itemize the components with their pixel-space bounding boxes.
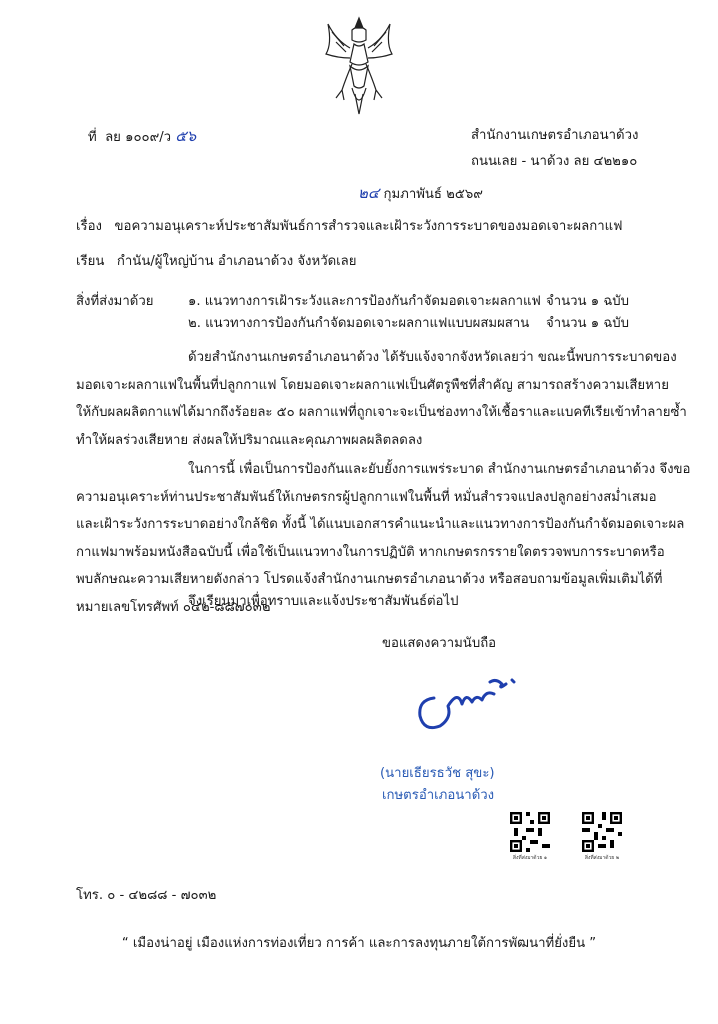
paragraph-line: มอดเจาะผลกาแฟในพื้นที่ปลูกกาแฟ โดยมอดเจาะผลกาแฟเป็นศัตรูพืชที่สำคัญ สามารถสร้างความเสียหาย — [76, 377, 669, 393]
paragraph-line: หมายเลขโทรศัพท์ ๐๔๒-๘๘๗๐๓๒ — [76, 599, 271, 615]
enclosure-item-1: ๑. แนวทางการเฝ้าระวังและการป้องกันกำจัดมอดเจาะผลกาแฟ — [188, 294, 541, 309]
closing-line: จึงเรียนมาเพื่อทราบและแจ้งประชาสัมพันธ์ต่อไป — [188, 594, 459, 609]
body-paragraph-1 — [76, 344, 687, 454]
ref-handwritten: ๕๖ — [175, 127, 197, 145]
office-address: ถนนเลย - นาด้วง ลย ๔๒๒๑๐ — [471, 154, 638, 169]
signature-image — [412, 670, 522, 740]
ref-label: ที่ — [88, 130, 97, 145]
office-name: สำนักงานเกษตรอำเภอนาด้วง — [471, 128, 639, 143]
date-month-year: กุมภาพันธ์ ๒๕๖๙ — [383, 187, 483, 202]
recipient-text: กำนัน/ผู้ใหญ่บ้าน อำเภอนาด้วง จังหวัดเลย — [116, 254, 357, 269]
enclosure-qty-1: จำนวน ๑ ฉบับ — [546, 294, 630, 309]
qr-caption-1: สิ่งที่ส่งมาด้วย ๑ — [512, 855, 548, 861]
paragraph-line: ในการนี้ เพื่อเป็นการป้องกันและยับยั้งการแพร่ระบาด สำนักงานเกษตรอำเภอนาด้วง จึงขอ — [188, 462, 691, 477]
paragraph-line: พบลักษณะความเสียหายดังกล่าว โปรดแจ้งสำนักงานเกษตรอำเภอนาด้วง หรือสอบถามข้อมูลเพิ่มเติมได้ที่ — [76, 572, 663, 587]
enclosures-label: สิ่งที่ส่งมาด้วย — [76, 294, 154, 309]
paragraph-line: ให้กับผลผลิตกาแฟได้มากถึงร้อยละ ๕๐ ผลกาแฟที่ถูกเจาะจะเป็นช่องทางให้เชื้อราและแบคทีเรียเข้าทำลายซ้ำ — [76, 405, 687, 420]
recipient-label: เรียน — [76, 254, 105, 269]
paragraph-line: ทำให้ผลร่วงเสียหาย ส่งผลให้ปริมาณและคุณภาพผลผลิตลดลง — [76, 432, 423, 448]
paragraph-line: ด้วยสำนักงานเกษตรอำเภอนาด้วง ได้รับแจ้งจากจังหวัดเลยว่า ขณะนี้พบการระบาดของ — [188, 350, 677, 365]
qr-caption-2: สิ่งที่ส่งมาด้วย ๒ — [584, 855, 620, 861]
qr-code-1[interactable] — [510, 812, 550, 852]
paragraph-line: กาแฟมาพร้อมหนังสือฉบับนี้ เพื่อใช้เป็นแนวทางในการปฏิบัติ หากเกษตรกรรายใดตรวจพบการระบาดหรือ — [76, 544, 665, 560]
paragraph-line: และเฝ้าระวังการระบาดอย่างใกล้ชิด ทั้งนี้ ได้แนบเอกสารคำแนะนำและแนวทางการป้องกันกำจัดมอดเจาะผล — [76, 517, 685, 532]
subject-label: เรื่อง — [76, 219, 102, 234]
ref-number: ลย ๑๐๐๙/ว — [105, 130, 172, 145]
date-day-handwritten: ๒๔ — [358, 184, 380, 202]
slogan: “ เมืองน่าอยู่ เมืองแห่งการท่องเที่ยว การค้า และการลงทุนภายใต้การพัฒนาที่ยั่งยืน ” — [121, 936, 597, 951]
paragraph-line: ความอนุเคราะห์ท่านประชาสัมพันธ์ให้เกษตรกรผู้ปลูกกาแฟในพื้นที่ หมั่นสำรวจแปลงปลูกอย่างสม่ำเสมอ — [76, 489, 657, 505]
phone-number: โทร. ๐ - ๔๒๘๘ - ๗๐๓๒ — [76, 888, 217, 903]
enclosure-qty-2: จำนวน ๑ ฉบับ — [546, 316, 630, 331]
qr-code-2[interactable] — [582, 812, 622, 852]
signatory-name: (นายเธียรธวัช สุขะ) — [380, 766, 495, 781]
letter-date — [358, 181, 483, 205]
signatory-position: เกษตรอำเภอนาด้วง — [382, 788, 495, 803]
subject-line — [76, 215, 622, 236]
enclosure-item-2: ๒. แนวทางการป้องกันกำจัดมอดเจาะผลกาแฟแบบผสมผสาน — [188, 316, 530, 331]
garuda-emblem-icon — [322, 14, 396, 118]
reference-number — [88, 124, 196, 148]
recipient-line — [76, 250, 356, 271]
subject-text: ขอความอนุเคราะห์ประชาสัมพันธ์การสำรวจและเฝ้าระวังการระบาดของมอดเจาะผลกาแฟ — [114, 219, 623, 234]
regards-text: ขอแสดงความนับถือ — [382, 636, 497, 651]
